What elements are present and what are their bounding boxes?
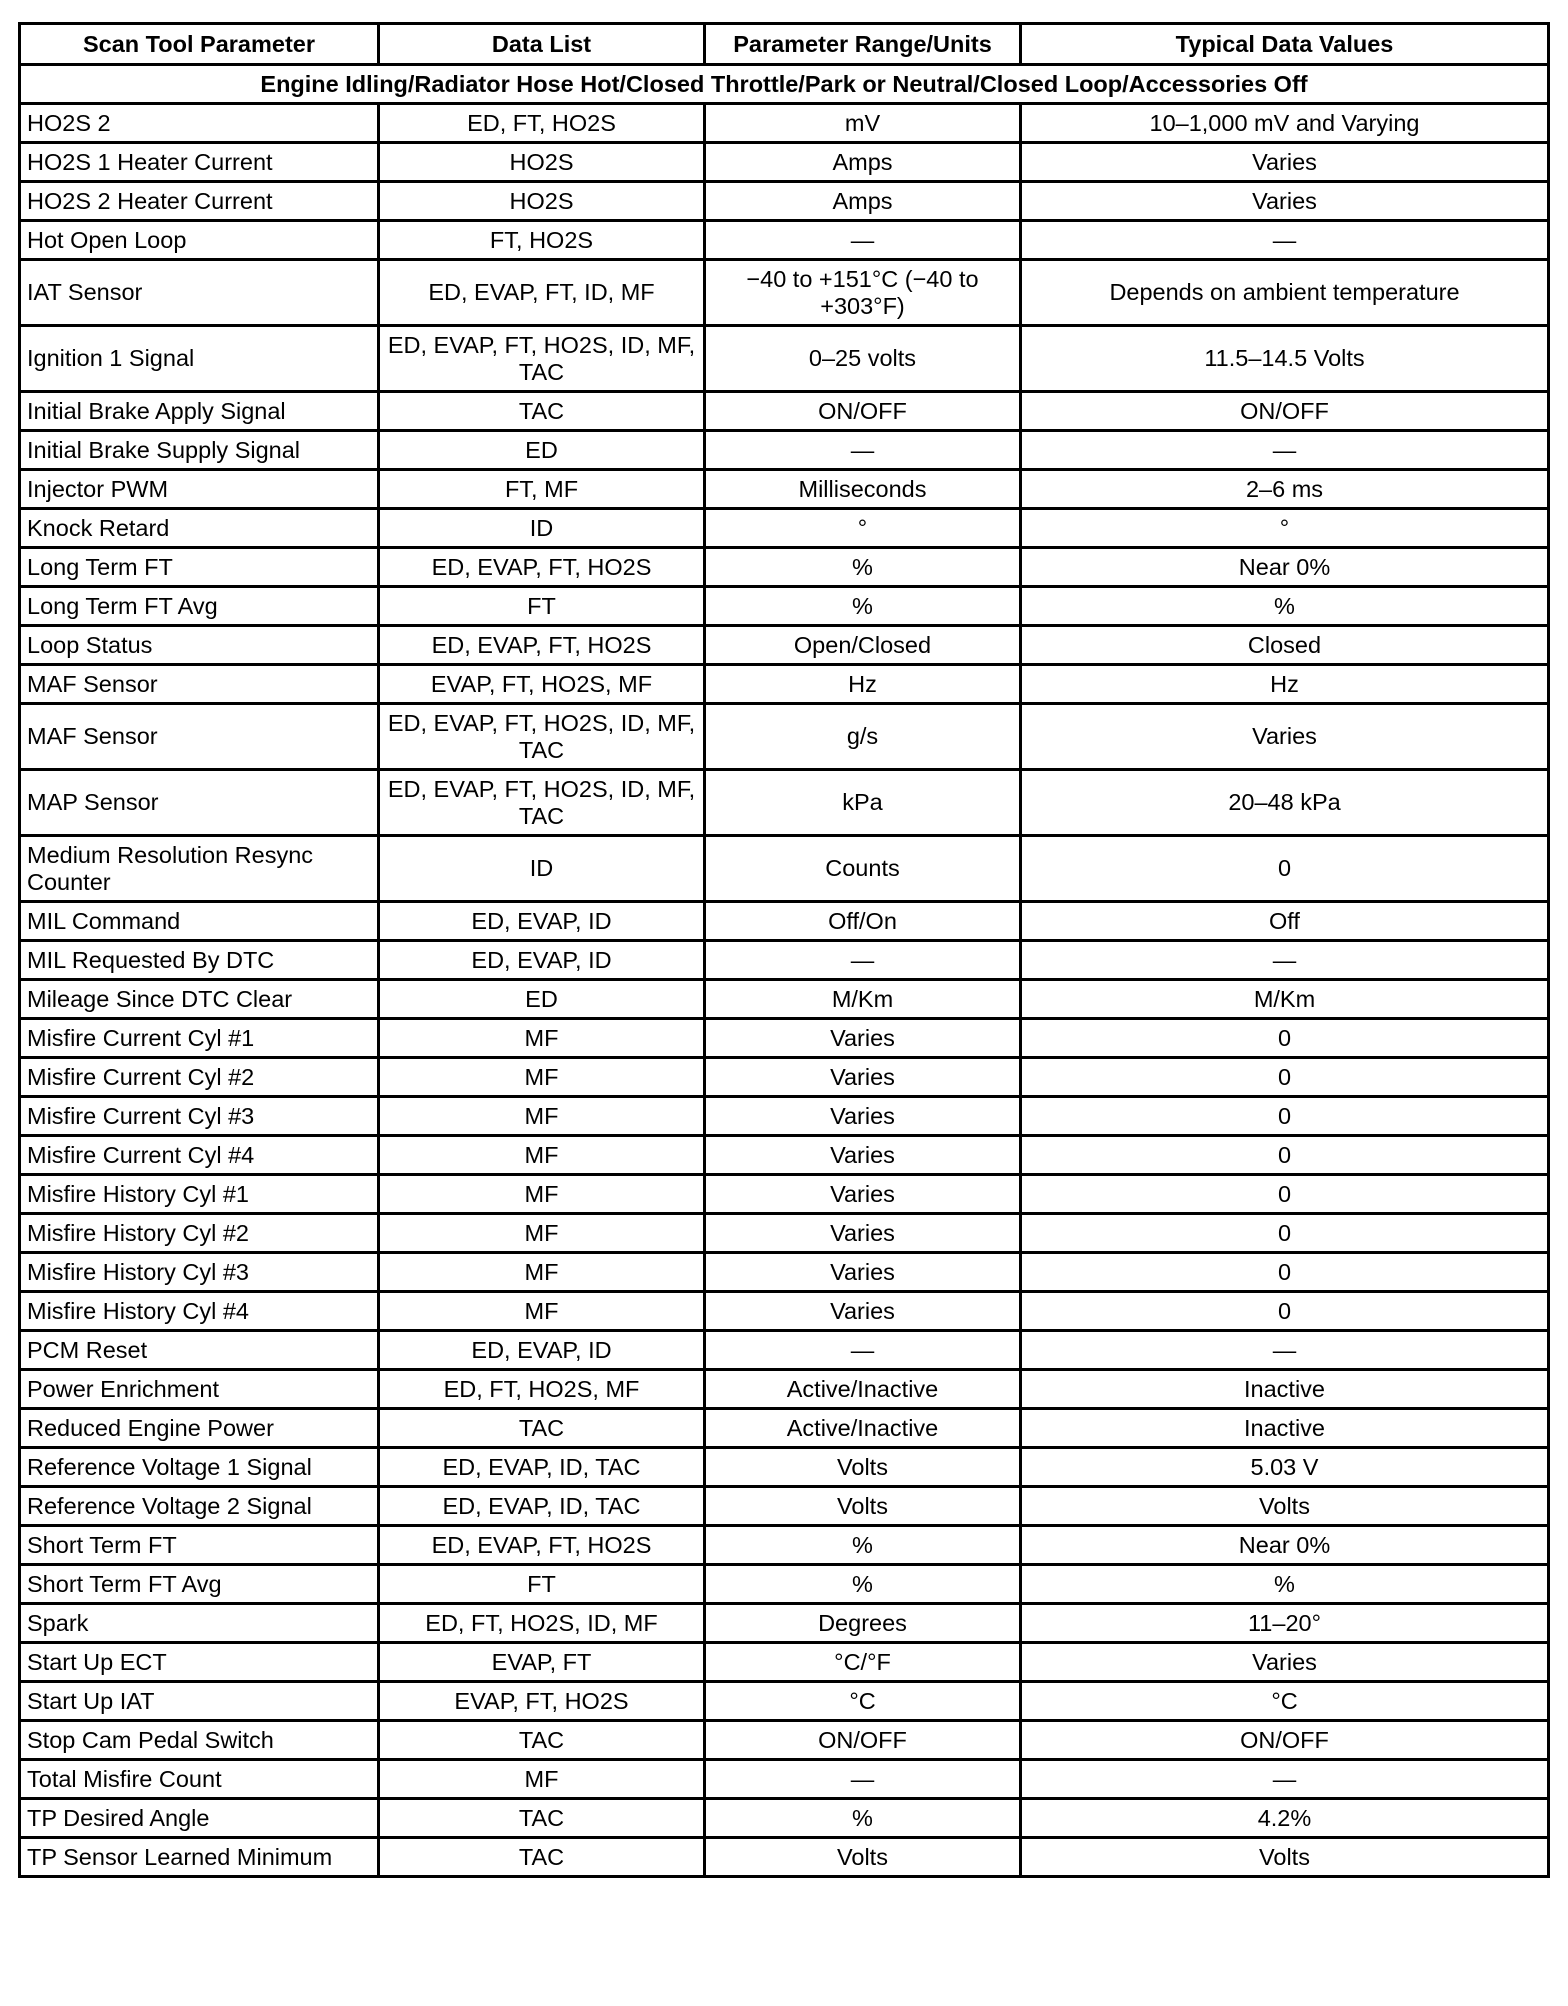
table-row	[20, 836, 1549, 902]
cell-parameter-range-units: °	[705, 509, 1021, 548]
cell-scan-tool-parameter: HO2S 2 Heater Current	[20, 182, 379, 221]
cell-typical-data-values: Near 0%	[1021, 548, 1549, 587]
cell-scan-tool-parameter: Stop Cam Pedal Switch	[20, 1721, 379, 1760]
cell-parameter-range-units: Active/Inactive	[705, 1370, 1021, 1409]
cell-data-list: ED, EVAP, FT, HO2S, ID, MF, TAC	[379, 770, 705, 836]
cell-scan-tool-parameter: Misfire History Cyl #1	[20, 1175, 379, 1214]
cell-data-list: MF	[379, 1136, 705, 1175]
cell-parameter-range-units: —	[705, 941, 1021, 980]
cell-parameter-range-units: Varies	[705, 1292, 1021, 1331]
cell-parameter-range-units: ON/OFF	[705, 1721, 1021, 1760]
table-row	[20, 1292, 1549, 1331]
cell-scan-tool-parameter: MAF Sensor	[20, 704, 379, 770]
cell-typical-data-values: Volts	[1021, 1838, 1549, 1877]
cell-data-list: ED, EVAP, ID, TAC	[379, 1487, 705, 1526]
cell-typical-data-values: Off	[1021, 902, 1549, 941]
cell-data-list: HO2S	[379, 143, 705, 182]
header-typical-data-values: Typical Data Values	[1021, 24, 1549, 65]
cell-typical-data-values: 0	[1021, 1058, 1549, 1097]
cell-data-list: ED, EVAP, FT, HO2S	[379, 548, 705, 587]
table-row	[20, 1526, 1549, 1565]
cell-typical-data-values: —	[1021, 1760, 1549, 1799]
cell-typical-data-values: °	[1021, 509, 1549, 548]
table-row	[20, 902, 1549, 941]
cell-scan-tool-parameter: Misfire Current Cyl #2	[20, 1058, 379, 1097]
cell-scan-tool-parameter: Initial Brake Apply Signal	[20, 392, 379, 431]
cell-data-list: EVAP, FT, HO2S, MF	[379, 665, 705, 704]
table-row	[20, 1214, 1549, 1253]
table-row	[20, 326, 1549, 392]
cell-parameter-range-units: Varies	[705, 1058, 1021, 1097]
cell-data-list: TAC	[379, 1799, 705, 1838]
cell-scan-tool-parameter: Initial Brake Supply Signal	[20, 431, 379, 470]
cell-data-list: FT, HO2S	[379, 221, 705, 260]
cell-data-list: TAC	[379, 1721, 705, 1760]
cell-data-list: MF	[379, 1058, 705, 1097]
cell-data-list: FT	[379, 587, 705, 626]
cell-scan-tool-parameter: Misfire Current Cyl #3	[20, 1097, 379, 1136]
cell-scan-tool-parameter: TP Sensor Learned Minimum	[20, 1838, 379, 1877]
cell-data-list: ED, EVAP, ID	[379, 1331, 705, 1370]
cell-scan-tool-parameter: Mileage Since DTC Clear	[20, 980, 379, 1019]
cell-typical-data-values: %	[1021, 1565, 1549, 1604]
cell-scan-tool-parameter: Misfire Current Cyl #1	[20, 1019, 379, 1058]
cell-parameter-range-units: —	[705, 1331, 1021, 1370]
table-row	[20, 1565, 1549, 1604]
table-row	[20, 941, 1549, 980]
table-row	[20, 182, 1549, 221]
table-row	[20, 1409, 1549, 1448]
table-row	[20, 1097, 1549, 1136]
table-row	[20, 1838, 1549, 1877]
cell-data-list: ED, EVAP, FT, HO2S	[379, 1526, 705, 1565]
cell-parameter-range-units: Varies	[705, 1097, 1021, 1136]
table-body	[20, 65, 1549, 1877]
cell-parameter-range-units: Varies	[705, 1175, 1021, 1214]
cell-typical-data-values: %	[1021, 587, 1549, 626]
cell-scan-tool-parameter: HO2S 1 Heater Current	[20, 143, 379, 182]
cell-scan-tool-parameter: Knock Retard	[20, 509, 379, 548]
table-row	[20, 980, 1549, 1019]
cell-data-list: TAC	[379, 392, 705, 431]
cell-typical-data-values: Hz	[1021, 665, 1549, 704]
cell-parameter-range-units: M/Km	[705, 980, 1021, 1019]
table-row	[20, 665, 1549, 704]
cell-parameter-range-units: Amps	[705, 182, 1021, 221]
header-data-list: Data List	[379, 24, 705, 65]
table-row	[20, 1760, 1549, 1799]
cell-data-list: ID	[379, 836, 705, 902]
cell-parameter-range-units: Volts	[705, 1448, 1021, 1487]
cell-scan-tool-parameter: Power Enrichment	[20, 1370, 379, 1409]
cell-parameter-range-units: ON/OFF	[705, 392, 1021, 431]
section-title: Engine Idling/Radiator Hose Hot/Closed Throttle/Park or Neutral/Closed Loop/Accessories Off	[20, 65, 1549, 104]
cell-scan-tool-parameter: Misfire History Cyl #4	[20, 1292, 379, 1331]
cell-parameter-range-units: %	[705, 1799, 1021, 1838]
cell-data-list: MF	[379, 1214, 705, 1253]
cell-typical-data-values: Varies	[1021, 704, 1549, 770]
scan-tool-data-table	[18, 22, 1550, 1878]
cell-typical-data-values: Inactive	[1021, 1409, 1549, 1448]
cell-typical-data-values: 11.5–14.5 Volts	[1021, 326, 1549, 392]
cell-scan-tool-parameter: Misfire Current Cyl #4	[20, 1136, 379, 1175]
cell-parameter-range-units: Active/Inactive	[705, 1409, 1021, 1448]
cell-parameter-range-units: −40 to +151°C (−40 to +303°F)	[705, 260, 1021, 326]
table-row	[20, 1019, 1549, 1058]
cell-parameter-range-units: —	[705, 221, 1021, 260]
cell-parameter-range-units: Volts	[705, 1487, 1021, 1526]
table-row	[20, 104, 1549, 143]
cell-data-list: ED, EVAP, FT, HO2S, ID, MF, TAC	[379, 704, 705, 770]
cell-typical-data-values: Near 0%	[1021, 1526, 1549, 1565]
cell-scan-tool-parameter: MAF Sensor	[20, 665, 379, 704]
cell-scan-tool-parameter: Misfire History Cyl #3	[20, 1253, 379, 1292]
table-row	[20, 587, 1549, 626]
cell-data-list: FT, MF	[379, 470, 705, 509]
cell-typical-data-values: 0	[1021, 1097, 1549, 1136]
cell-data-list: EVAP, FT	[379, 1643, 705, 1682]
table-row	[20, 704, 1549, 770]
cell-scan-tool-parameter: Hot Open Loop	[20, 221, 379, 260]
cell-typical-data-values: Depends on ambient temperature	[1021, 260, 1549, 326]
cell-parameter-range-units: Volts	[705, 1838, 1021, 1877]
cell-data-list: ED, EVAP, ID, TAC	[379, 1448, 705, 1487]
cell-typical-data-values: Varies	[1021, 143, 1549, 182]
cell-parameter-range-units: %	[705, 1526, 1021, 1565]
cell-parameter-range-units: Milliseconds	[705, 470, 1021, 509]
cell-data-list: MF	[379, 1097, 705, 1136]
table-row	[20, 548, 1549, 587]
table-row	[20, 1721, 1549, 1760]
cell-typical-data-values: —	[1021, 221, 1549, 260]
cell-typical-data-values: °C	[1021, 1682, 1549, 1721]
cell-parameter-range-units: Varies	[705, 1214, 1021, 1253]
cell-parameter-range-units: kPa	[705, 770, 1021, 836]
table-row	[20, 470, 1549, 509]
table-row	[20, 1253, 1549, 1292]
table-row	[20, 260, 1549, 326]
table-row	[20, 143, 1549, 182]
table-row	[20, 1682, 1549, 1721]
cell-parameter-range-units: Degrees	[705, 1604, 1021, 1643]
cell-data-list: ED, FT, HO2S	[379, 104, 705, 143]
cell-data-list: ED, EVAP, ID	[379, 941, 705, 980]
cell-parameter-range-units: —	[705, 1760, 1021, 1799]
cell-parameter-range-units: Amps	[705, 143, 1021, 182]
table-row	[20, 221, 1549, 260]
cell-scan-tool-parameter: IAT Sensor	[20, 260, 379, 326]
cell-parameter-range-units: °C/°F	[705, 1643, 1021, 1682]
table-row	[20, 1136, 1549, 1175]
cell-typical-data-values: —	[1021, 431, 1549, 470]
cell-data-list: ED, EVAP, FT, ID, MF	[379, 260, 705, 326]
cell-parameter-range-units: Hz	[705, 665, 1021, 704]
cell-scan-tool-parameter: Reference Voltage 1 Signal	[20, 1448, 379, 1487]
cell-scan-tool-parameter: Short Term FT	[20, 1526, 379, 1565]
header-scan-tool-parameter: Scan Tool Parameter	[20, 24, 379, 65]
cell-typical-data-values: 4.2%	[1021, 1799, 1549, 1838]
cell-parameter-range-units: Varies	[705, 1136, 1021, 1175]
cell-parameter-range-units: Open/Closed	[705, 626, 1021, 665]
table-row	[20, 1058, 1549, 1097]
cell-typical-data-values: —	[1021, 941, 1549, 980]
cell-typical-data-values: 0	[1021, 1136, 1549, 1175]
cell-data-list: ED, EVAP, FT, HO2S	[379, 626, 705, 665]
table-row	[20, 1799, 1549, 1838]
cell-data-list: ED, FT, HO2S, ID, MF	[379, 1604, 705, 1643]
cell-typical-data-values: —	[1021, 1331, 1549, 1370]
cell-data-list: MF	[379, 1253, 705, 1292]
cell-parameter-range-units: mV	[705, 104, 1021, 143]
cell-typical-data-values: Varies	[1021, 1643, 1549, 1682]
table-row	[20, 770, 1549, 836]
cell-scan-tool-parameter: MIL Requested By DTC	[20, 941, 379, 980]
table-row	[20, 626, 1549, 665]
cell-typical-data-values: 0	[1021, 836, 1549, 902]
cell-typical-data-values: 10–1,000 mV and Varying	[1021, 104, 1549, 143]
table-row	[20, 1331, 1549, 1370]
cell-data-list: ED	[379, 431, 705, 470]
table-row	[20, 392, 1549, 431]
cell-scan-tool-parameter: Medium Resolution Resync Counter	[20, 836, 379, 902]
cell-scan-tool-parameter: MIL Command	[20, 902, 379, 941]
cell-data-list: TAC	[379, 1409, 705, 1448]
cell-typical-data-values: Closed	[1021, 626, 1549, 665]
cell-typical-data-values: 11–20°	[1021, 1604, 1549, 1643]
cell-scan-tool-parameter: Total Misfire Count	[20, 1760, 379, 1799]
cell-data-list: FT	[379, 1565, 705, 1604]
cell-parameter-range-units: %	[705, 548, 1021, 587]
cell-parameter-range-units: —	[705, 431, 1021, 470]
cell-data-list: MF	[379, 1760, 705, 1799]
header-parameter-range-units: Parameter Range/Units	[705, 24, 1021, 65]
cell-scan-tool-parameter: Long Term FT Avg	[20, 587, 379, 626]
table-row	[20, 509, 1549, 548]
cell-typical-data-values: M/Km	[1021, 980, 1549, 1019]
cell-scan-tool-parameter: Misfire History Cyl #2	[20, 1214, 379, 1253]
cell-scan-tool-parameter: Ignition 1 Signal	[20, 326, 379, 392]
table-row	[20, 1175, 1549, 1214]
table-row	[20, 1487, 1549, 1526]
section-row	[20, 65, 1549, 104]
table-row	[20, 1604, 1549, 1643]
cell-scan-tool-parameter: Start Up ECT	[20, 1643, 379, 1682]
cell-data-list: ED, FT, HO2S, MF	[379, 1370, 705, 1409]
cell-data-list: HO2S	[379, 182, 705, 221]
cell-data-list: ID	[379, 509, 705, 548]
cell-scan-tool-parameter: TP Desired Angle	[20, 1799, 379, 1838]
cell-typical-data-values: 0	[1021, 1253, 1549, 1292]
cell-typical-data-values: 2–6 ms	[1021, 470, 1549, 509]
cell-scan-tool-parameter: HO2S 2	[20, 104, 379, 143]
header-row	[20, 24, 1549, 65]
cell-typical-data-values: 0	[1021, 1292, 1549, 1331]
cell-parameter-range-units: %	[705, 1565, 1021, 1604]
cell-data-list: ED, EVAP, FT, HO2S, ID, MF, TAC	[379, 326, 705, 392]
cell-parameter-range-units: 0–25 volts	[705, 326, 1021, 392]
table-row	[20, 1370, 1549, 1409]
cell-data-list: MF	[379, 1175, 705, 1214]
cell-parameter-range-units: %	[705, 587, 1021, 626]
cell-parameter-range-units: °C	[705, 1682, 1021, 1721]
cell-data-list: MF	[379, 1292, 705, 1331]
table-row	[20, 1643, 1549, 1682]
cell-typical-data-values: Inactive	[1021, 1370, 1549, 1409]
cell-typical-data-values: Volts	[1021, 1487, 1549, 1526]
cell-typical-data-values: ON/OFF	[1021, 392, 1549, 431]
cell-scan-tool-parameter: Long Term FT	[20, 548, 379, 587]
cell-data-list: ED, EVAP, ID	[379, 902, 705, 941]
cell-scan-tool-parameter: Spark	[20, 1604, 379, 1643]
cell-scan-tool-parameter: Short Term FT Avg	[20, 1565, 379, 1604]
cell-typical-data-values: 0	[1021, 1214, 1549, 1253]
cell-parameter-range-units: Off/On	[705, 902, 1021, 941]
cell-parameter-range-units: Varies	[705, 1019, 1021, 1058]
cell-parameter-range-units: Varies	[705, 1253, 1021, 1292]
cell-scan-tool-parameter: Reference Voltage 2 Signal	[20, 1487, 379, 1526]
cell-scan-tool-parameter: MAP Sensor	[20, 770, 379, 836]
cell-scan-tool-parameter: Injector PWM	[20, 470, 379, 509]
cell-typical-data-values: 0	[1021, 1019, 1549, 1058]
cell-data-list: TAC	[379, 1838, 705, 1877]
cell-data-list: MF	[379, 1019, 705, 1058]
cell-typical-data-values: Varies	[1021, 182, 1549, 221]
cell-typical-data-values: ON/OFF	[1021, 1721, 1549, 1760]
cell-data-list: EVAP, FT, HO2S	[379, 1682, 705, 1721]
cell-scan-tool-parameter: Loop Status	[20, 626, 379, 665]
cell-typical-data-values: 0	[1021, 1175, 1549, 1214]
cell-parameter-range-units: g/s	[705, 704, 1021, 770]
cell-scan-tool-parameter: Start Up IAT	[20, 1682, 379, 1721]
cell-typical-data-values: 5.03 V	[1021, 1448, 1549, 1487]
table-row	[20, 1448, 1549, 1487]
cell-scan-tool-parameter: PCM Reset	[20, 1331, 379, 1370]
table-row	[20, 431, 1549, 470]
cell-typical-data-values: 20–48 kPa	[1021, 770, 1549, 836]
cell-scan-tool-parameter: Reduced Engine Power	[20, 1409, 379, 1448]
cell-parameter-range-units: Counts	[705, 836, 1021, 902]
cell-data-list: ED	[379, 980, 705, 1019]
